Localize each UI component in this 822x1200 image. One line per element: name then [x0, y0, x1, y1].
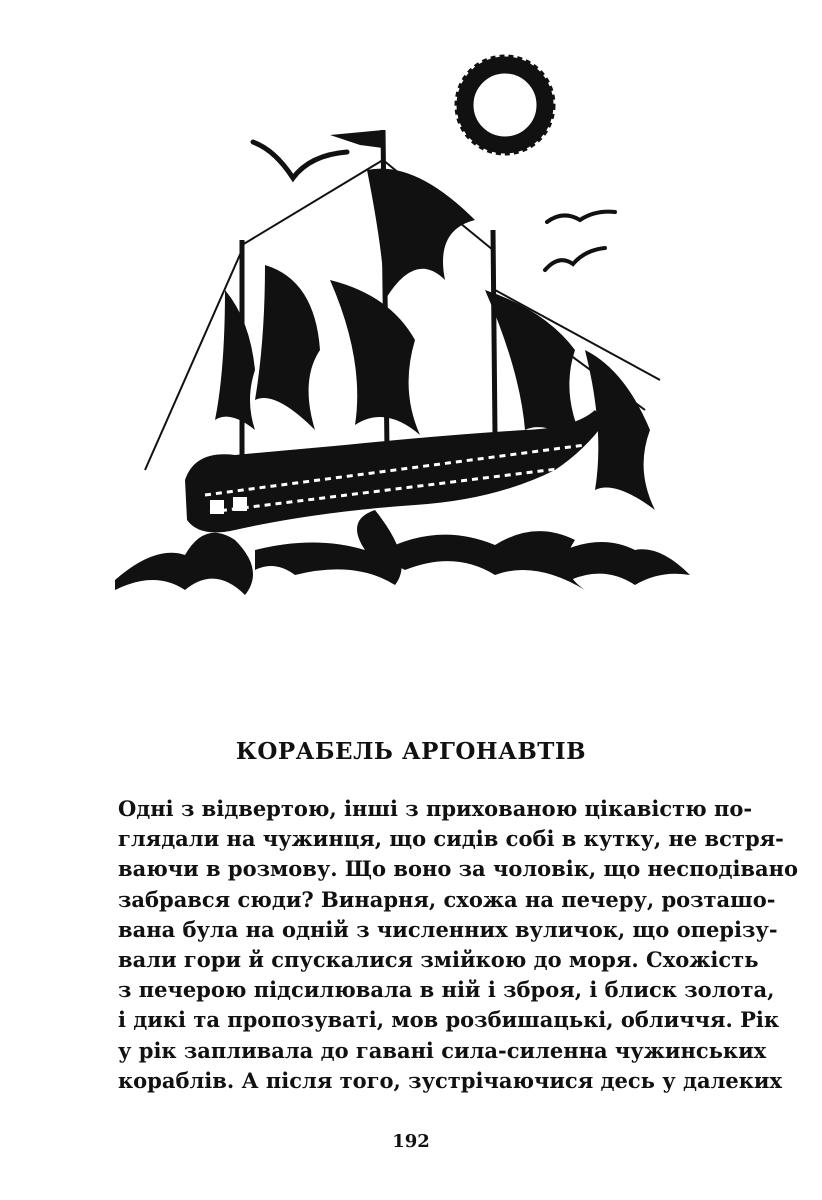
text-line: вана була на одній з численних вуличок, що оперізу- [118, 916, 778, 942]
sun-icon [456, 56, 554, 154]
text-line: Одні з відвертою, інші з прихованою цікавістю по- [118, 796, 753, 821]
text-line: з печерою підсилювала в ній і зброя, і блиск золота, [118, 977, 775, 1003]
text-line: ваючи в розмову. Що воно за чоловік, що несподівано [118, 856, 798, 882]
text-line: кораблів. А після того, зустрічаючися десь у далеких [118, 1067, 783, 1093]
text-line: вали гори й спускалися змійкою до моря. Схожість [118, 946, 759, 972]
text-line: у рік запливала до гавані сила-силенна чужинських [118, 1037, 767, 1063]
chapter-title: КОРАБЕЛЬ АРГОНАВТІВ [235, 738, 587, 765]
ship-hull [185, 410, 605, 532]
seagull-icon [545, 212, 615, 270]
body-text [118, 794, 798, 1096]
text-line: і дикі та пропозуваті, мов розбишацькі, обличчя. Рік [118, 1007, 780, 1033]
text-line: глядали на чужинця, що сидів собі в кутку, не встря- [118, 826, 784, 852]
ship-illustration [115, 50, 695, 620]
page-number: 192 [392, 1131, 430, 1152]
ship-flags [330, 130, 383, 148]
text-line: забрався сюди? Винарня, схожа на печеру, розташо- [118, 886, 776, 912]
seagull-icon [253, 142, 347, 178]
